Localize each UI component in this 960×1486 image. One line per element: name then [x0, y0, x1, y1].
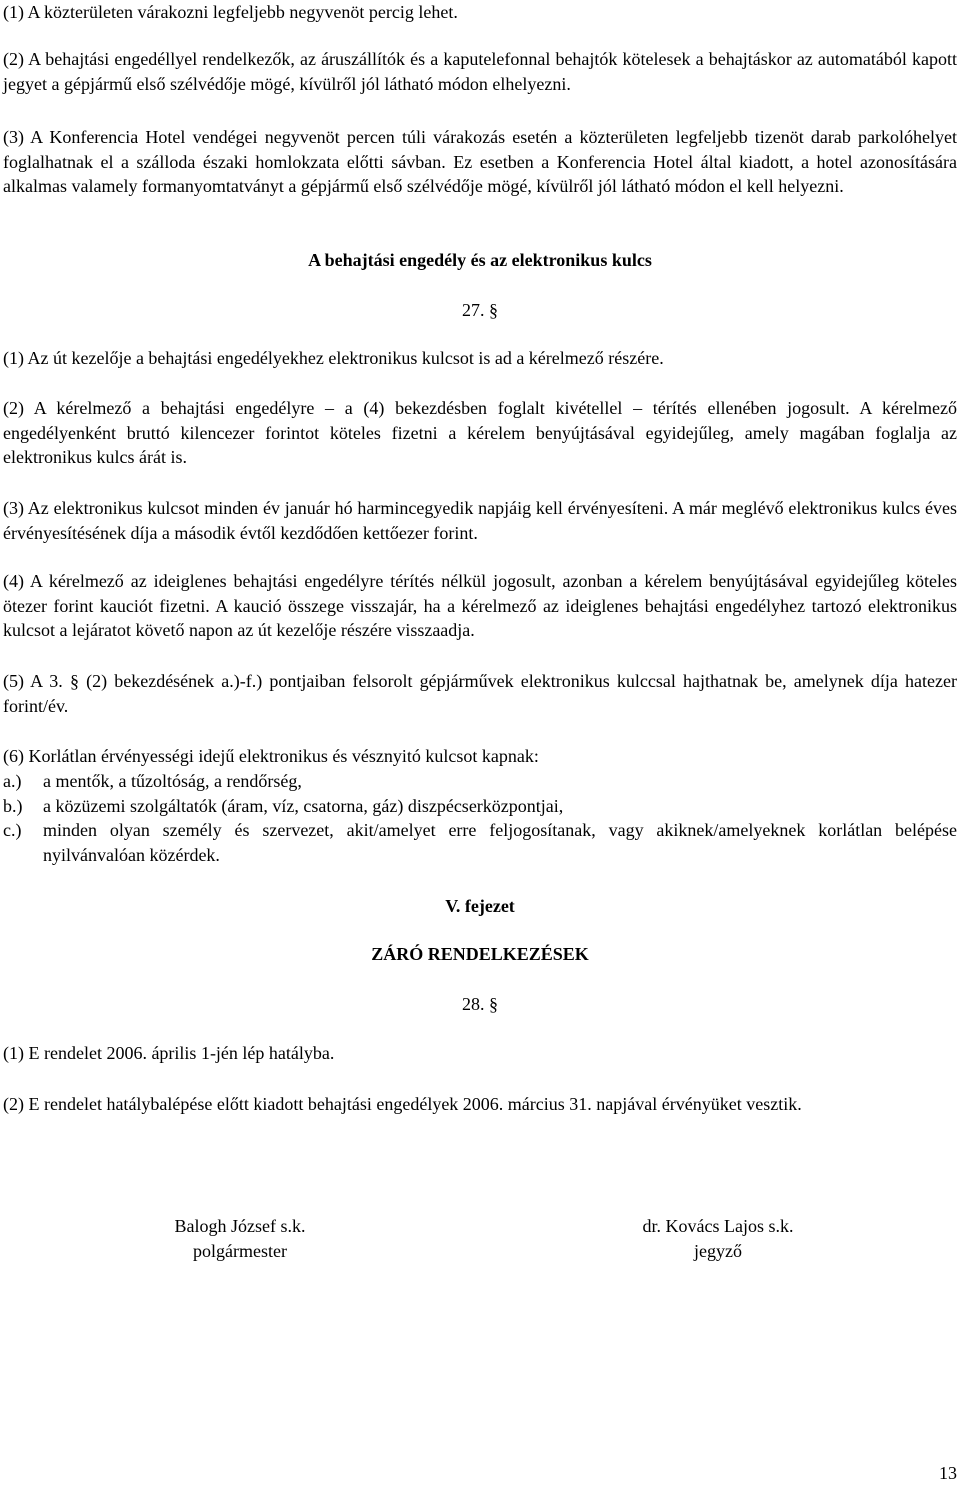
list-marker: a.): [3, 771, 22, 791]
list-text: minden olyan személy és szervezet, akit/amelyet erre feljogosítanak, vagy akiknek/amelyeknek korlátlan belépése nyilvánvalóan közérdek.: [43, 820, 957, 865]
list-item: [3, 794, 957, 819]
list-marker: b.): [3, 795, 23, 816]
paragraph-27-1: (1) Az út kezelője a behajtási engedélyekhez elektronikus kulcsot is ad a kérelmező részére.: [3, 348, 664, 368]
paragraph-28-2: (2) E rendelet hatálybalépése előtt kiadott behajtási engedélyek 2006. március 31. napjával érvényüket vesztik.: [3, 1094, 802, 1114]
list-marker: c.): [3, 820, 22, 840]
list-item: [3, 769, 957, 794]
list-text: a mentők, a tűzoltóság, a rendőrség,: [43, 771, 302, 791]
signature-right: [608, 1214, 828, 1263]
page-number: 13: [939, 1463, 957, 1483]
chapter-title: ZÁRÓ RENDELKEZÉSEK: [371, 944, 589, 964]
paragraph-27-4: (4) A kérelmező az ideiglenes behajtási engedélyre térítés nélkül jogosult, azonban a kérelem benyújtásával egyidejűleg köteles ötezer forint kauciót fizetni. A kaució összege visszajár, ha a kérelmező az ideiglenes behajtási engedélyhez tartozó elektronikus kulcsot a lejáratot követő napon az út kezelője részére visszaadja.: [3, 571, 957, 640]
paragraph-26-2: (2) A behajtási engedéllyel rendelkezők, az áruszállítók és a kaputelefonnal behajtók kötelesek a behajtáskor az automatából kapott jegyet a gépjármű első szélvédője mögé, kívülről jól látható módon elhelyezni.: [3, 49, 957, 94]
paragraph-27-6-intro: (6) Korlátlan érvényességi idejű elektronikus és vésznyitó kulcsot kapnak:: [3, 746, 539, 766]
exempt-list: [3, 769, 957, 867]
list-item: [3, 818, 957, 867]
paragraph-27-3: (3) Az elektronikus kulcsot minden év január hó harmincegyedik napjáig kell érvényesíteni. A már meglévő elektronikus kulcs éves érvényesítésének díja a második évtől kezdődően kettőezer forint.: [3, 498, 957, 543]
signature-left: [140, 1214, 340, 1263]
paragraph-28-1: (1) E rendelet 2006. április 1-jén lép hatályba.: [3, 1043, 335, 1063]
signatory-name: Balogh József s.k.: [174, 1216, 306, 1236]
section-title: A behajtási engedély és az elektronikus kulcs: [308, 250, 652, 270]
paragraph-26-3: (3) A Konferencia Hotel vendégei negyvenöt percen túli várakozás esetén a közterületen legfeljebb tizenöt darab parkolóhelyet foglalhatnak el a szálloda északi homlokzata előtti sávban. Ez esetben a Konferencia Hotel által kiadott, a hotel azonosítására alkalmas valamely formanyomtatványt a gépjármű első szélvédője mögé, kívülről jól látható módon el kell helyezni.: [3, 127, 957, 196]
list-text: a közüzemi szolgáltatók (áram, víz, csatorna, gáz) diszpécserközpontjai,: [43, 795, 564, 816]
paragraph-27-5: (5) A 3. § (2) bekezdésének a.)-f.) pontjaiban felsorolt gépjárművek elektronikus kulccsal hajthatnak be, amelynek díja hatezer forint/év.: [3, 671, 957, 716]
signatory-title: polgármester: [193, 1240, 287, 1261]
section-number-27: 27. §: [462, 300, 498, 320]
paragraph-26-1: (1) A közterületen várakozni legfeljebb negyvenöt percig lehet.: [3, 2, 458, 22]
paragraph-27-2: (2) A kérelmező a behajtási engedélyre – a (4) bekezdésben foglalt kivétellel – térítés ellenében jogosult. A kérelmező engedélyenként bruttó kilencezer forintot köteles fizetni a kérelem benyújtásával egyidejűleg, amely magában foglalja az elektronikus kulcs árát is.: [3, 398, 957, 467]
signatory-title: jegyző: [694, 1240, 742, 1261]
section-number-28: 28. §: [462, 994, 498, 1014]
chapter-heading: V. fejezet: [445, 896, 515, 916]
signatory-name: dr. Kovács Lajos s.k.: [642, 1216, 794, 1236]
